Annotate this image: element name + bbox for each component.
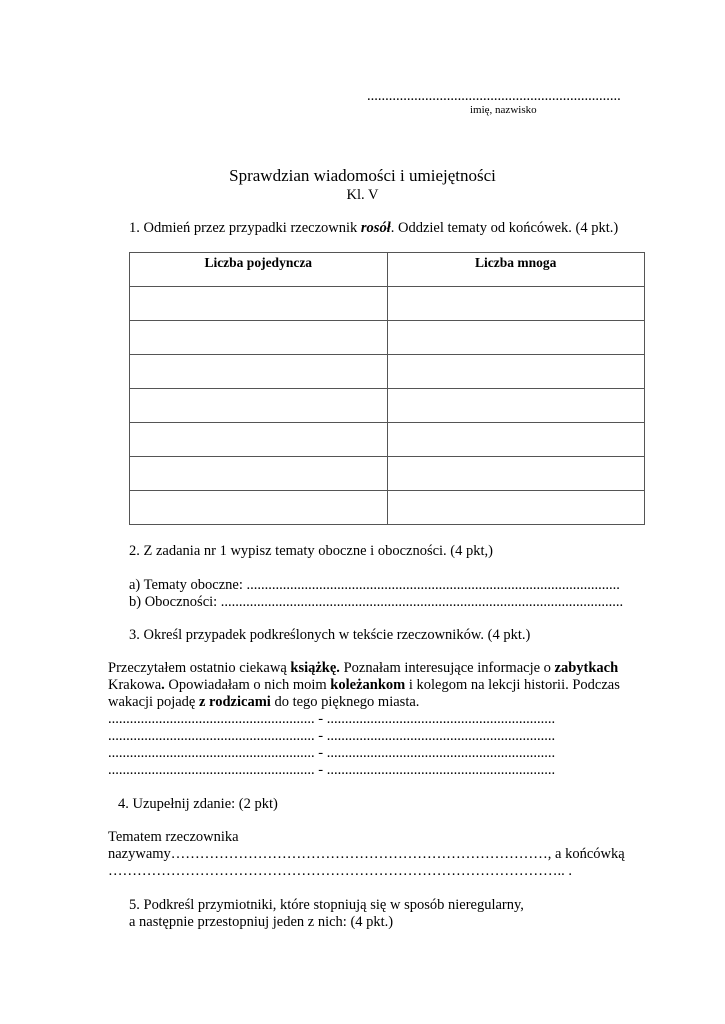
table-cell[interactable] xyxy=(130,321,388,355)
table-cell[interactable] xyxy=(130,389,388,423)
table-cell[interactable] xyxy=(387,321,645,355)
table-cell[interactable] xyxy=(387,423,645,457)
task2-instruction: 2. Z zadania nr 1 wypisz tematy oboczne i oboczności. (4 pkt,) xyxy=(129,543,493,559)
answer-line-alternations[interactable] xyxy=(129,594,623,611)
task3-text: Opowiadałam o nich moim xyxy=(164,677,331,693)
table-cell[interactable] xyxy=(387,457,645,491)
table-cell[interactable] xyxy=(130,355,388,389)
declension-table xyxy=(129,252,645,525)
table-cell[interactable] xyxy=(387,287,645,321)
task1-word: rosół xyxy=(360,220,391,236)
task1-suffix: . Oddziel tematy od końcówek. (4 pkt.) xyxy=(390,220,619,236)
table-cell[interactable] xyxy=(130,457,388,491)
task3-text: wakacji pojadę xyxy=(108,694,199,710)
answer-line[interactable]: ......................................................... - ............................................................... xyxy=(108,711,556,727)
table-row xyxy=(130,491,645,525)
task3-text: Poznałam interesujące informacje o xyxy=(339,660,555,676)
name-line[interactable]: ...................................................................... xyxy=(367,88,621,104)
table-cell[interactable] xyxy=(387,355,645,389)
name-caption: imię, nazwisko xyxy=(470,104,537,116)
table-cell[interactable] xyxy=(130,491,388,525)
table-cell[interactable] xyxy=(130,287,388,321)
task3-text: Przeczytałem ostatnio ciekawą xyxy=(108,660,291,676)
table-cell[interactable] xyxy=(387,389,645,423)
column-header-plural: Liczba mnoga xyxy=(387,253,645,287)
task3-text-line3 xyxy=(108,694,419,711)
task1-prefix: 1. Odmień przez przypadki rzeczownik xyxy=(129,220,361,236)
class-label: Kl. V xyxy=(346,187,379,203)
task3-text-line1 xyxy=(108,660,618,677)
page-title: Sprawdzian wiadomości i umiejętności xyxy=(229,166,496,185)
task3-word: zabytkach xyxy=(554,660,619,676)
task3-word: . xyxy=(161,677,165,693)
task3-word: książkę. xyxy=(290,660,340,676)
table-row xyxy=(130,457,645,491)
answer-line-themes-label: a) Tematy oboczne: ....................................................................................................... xyxy=(129,577,620,593)
task4-instruction: 4. Uzupełnij zdanie: (2 pkt) xyxy=(118,796,278,812)
table-cell[interactable] xyxy=(387,491,645,525)
task4-line: Tematem rzeczownika xyxy=(108,829,239,845)
answer-line-alternations-label: b) Oboczności: ............................................................................................................... xyxy=(129,594,624,610)
table-cell[interactable] xyxy=(130,423,388,457)
task5-instruction-line1: 5. Podkreśl przymiotniki, które stopniują się w sposób nieregularny, xyxy=(129,897,524,913)
answer-line-themes[interactable] xyxy=(129,577,620,594)
answer-line[interactable]: ......................................................... - ............................................................... xyxy=(108,745,556,761)
table-row xyxy=(130,355,645,389)
task3-text: i kolegom na lekcji historii. Podczas xyxy=(405,677,620,693)
task3-text-line2 xyxy=(108,677,620,694)
task4-answer-line[interactable]: ………………………………………………………………………………….. . xyxy=(108,863,572,879)
task5-instruction-line2: a następnie przestopniuj jeden z nich: (4 pkt.) xyxy=(129,914,394,930)
answer-line[interactable]: ......................................................... - ............................................................... xyxy=(108,728,556,744)
table-row xyxy=(130,423,645,457)
task1-instruction xyxy=(129,220,618,237)
task3-instruction: 3. Określ przypadek podkreślonych w tekście rzeczowników. (4 pkt.) xyxy=(129,627,531,643)
task3-word: koleżankom xyxy=(330,677,406,693)
task3-text: do tego pięknego miasta. xyxy=(270,694,420,710)
task4-answer-line[interactable]: nazywamy……………………………………………………………………, a końcówką xyxy=(108,846,625,862)
answer-line[interactable]: ......................................................... - ............................................................... xyxy=(108,762,556,778)
task3-word: z rodzicami xyxy=(199,694,271,710)
table-header-row xyxy=(130,253,645,287)
table-row xyxy=(130,321,645,355)
task3-text: Krakowa xyxy=(108,677,162,693)
table-row xyxy=(130,389,645,423)
column-header-singular: Liczba pojedyncza xyxy=(130,253,388,287)
table-row xyxy=(130,287,645,321)
